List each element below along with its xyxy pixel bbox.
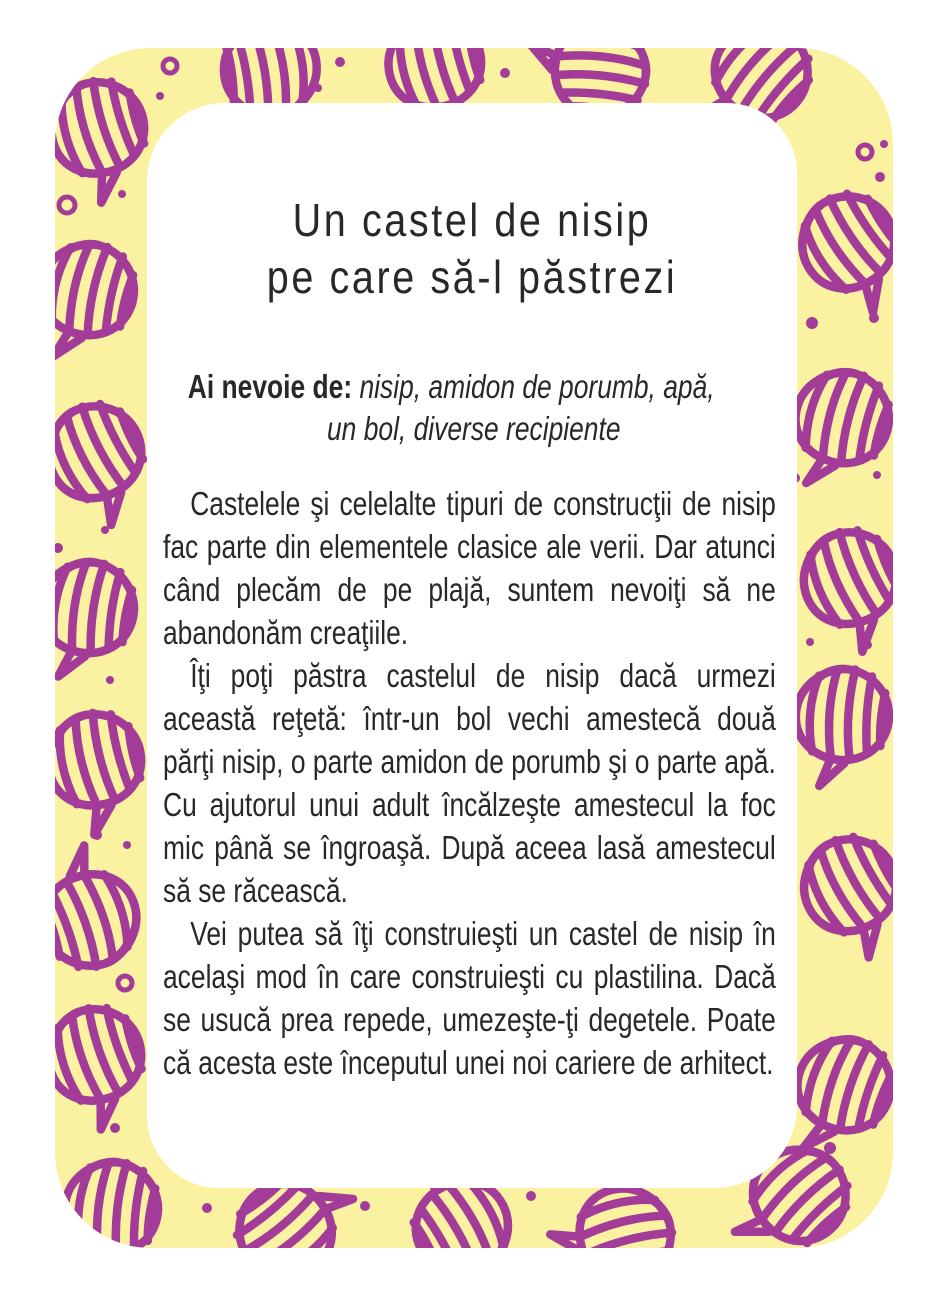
materials-items-2: un bol, diverse recipiente (327, 410, 621, 447)
materials-label: Ai nevoie de: (187, 368, 353, 405)
materials-needed-line-1 (188, 366, 776, 408)
page-title (193, 192, 752, 306)
page-title-line-1: Un castel de nisip (292, 194, 652, 246)
paragraph-1: Castelele şi celelalte tipuri de construcţii de nisip fac parte din elementele clasice ale verii. Dar atunci când plecăm de pe plajă, suntem nevoiţi să ne abandonăm creaţiile. (163, 485, 776, 651)
paragraph-2: Îţi poţi păstra castelul de nisip dacă urmezi această reţetă: într-un bol vechi amestecă două părţi nisip, o parte amidon de porumb şi o parte apă. Cu ajutorul unui adult încălzeşte amestecul la foc mic până se îngroaşă. După aceea lasă amestecul să se răcească. (163, 657, 776, 909)
instructions-text (163, 482, 776, 1084)
page-title-line-2: pe care să-l păstrezi (266, 251, 678, 303)
materials-needed (163, 366, 776, 450)
paragraph-3: Vei putea să îţi construieşti un castel de nisip în acelaşi mod în care construieşti cu plastilina. Dacă se usucă prea repede, umezeşte-ţi degetele. Poate că acesta este începutul unei noi cariere de arhitect. (163, 915, 776, 1081)
materials-items-1: nisip, amidon de porumb, apă, (359, 368, 715, 405)
